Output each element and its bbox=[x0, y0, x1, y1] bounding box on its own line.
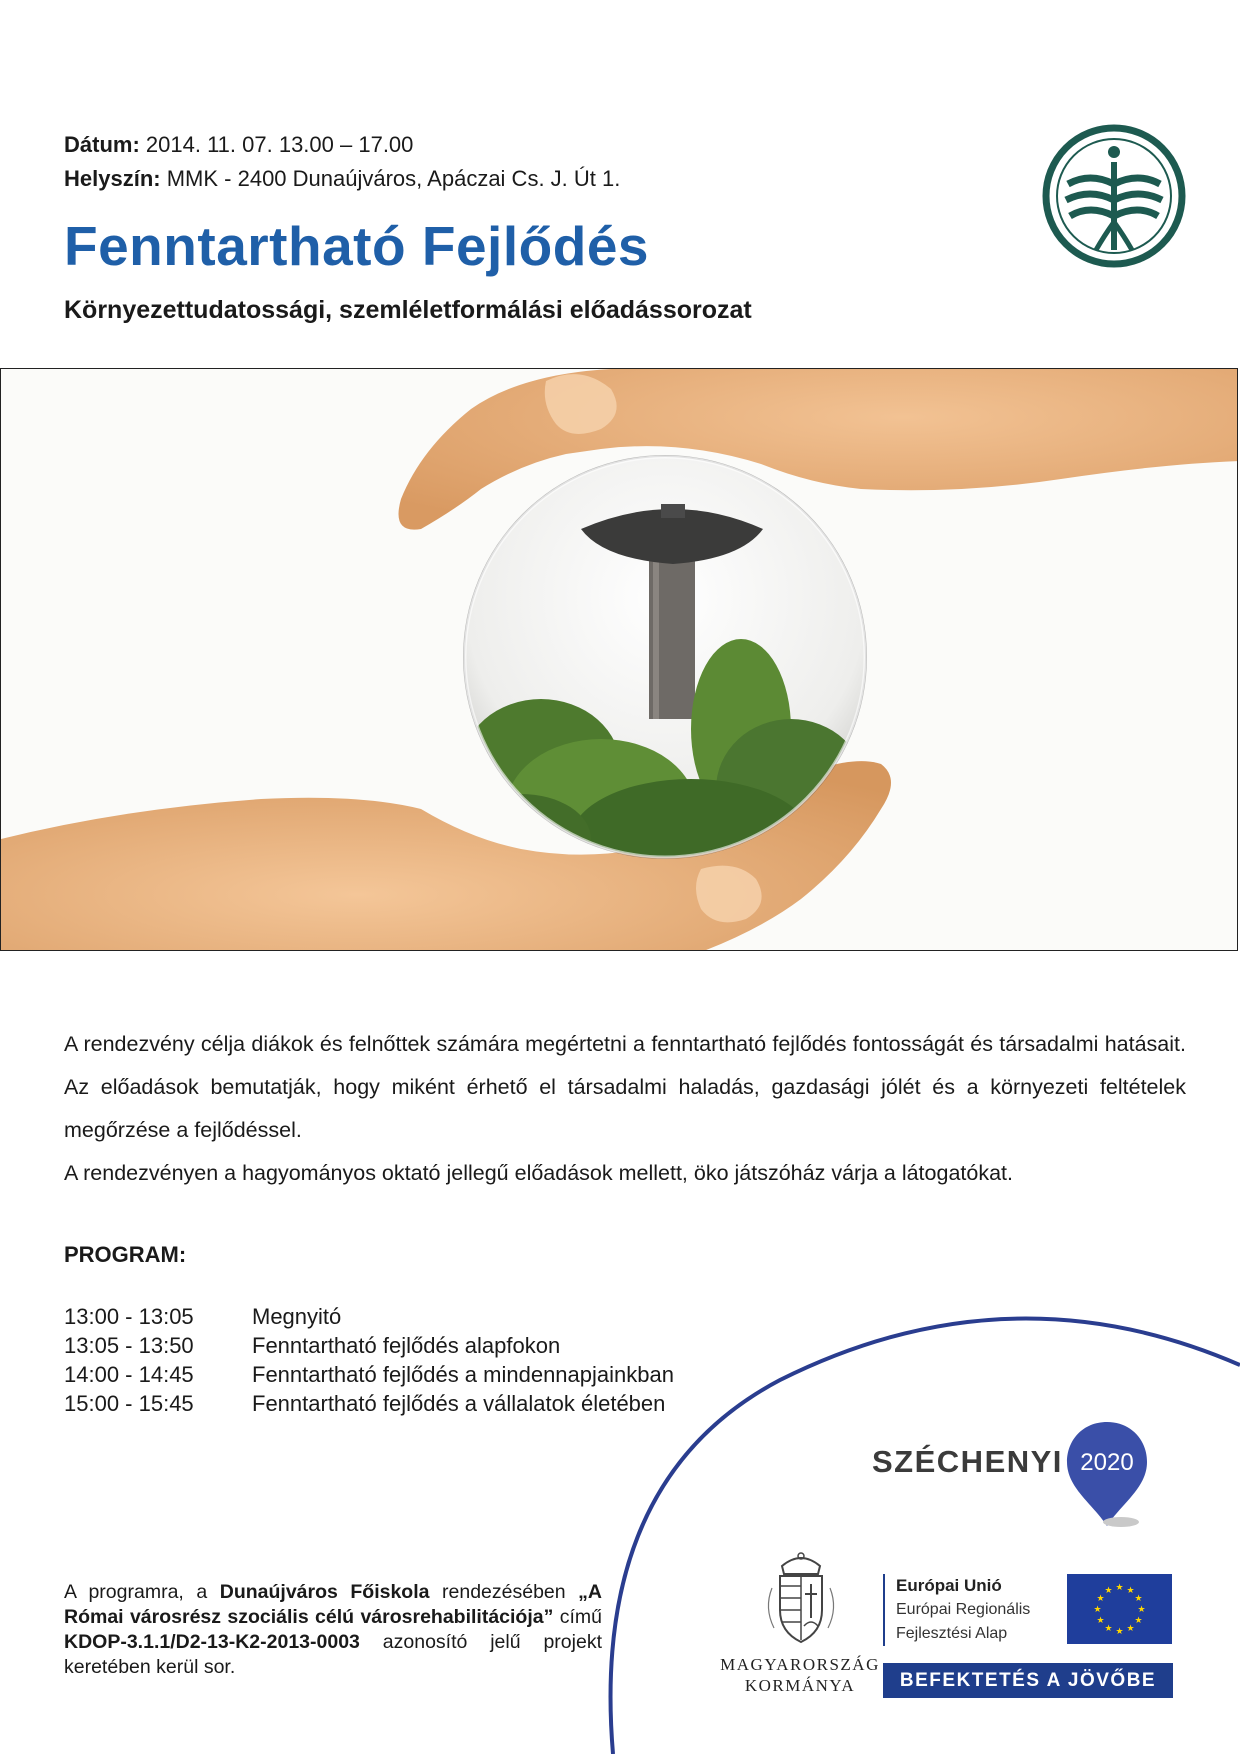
event-date bbox=[64, 128, 413, 162]
event-description bbox=[64, 1023, 1186, 1195]
svg-text:★: ★ bbox=[1093, 1605, 1102, 1615]
program-title: Fenntartható fejlődés alapfokon bbox=[252, 1333, 561, 1358]
investment-banner: BEFEKTETÉS A JÖVŐBE bbox=[883, 1663, 1173, 1698]
program-time: 15:00 - 15:45 bbox=[64, 1391, 194, 1416]
footer-text: című bbox=[553, 1606, 602, 1628]
program-item bbox=[64, 1302, 341, 1331]
date-value: 2014. 11. 07. 13.00 – 17.00 bbox=[145, 132, 414, 157]
svg-text:★: ★ bbox=[1096, 1594, 1105, 1604]
venue-label: Helyszín: bbox=[64, 166, 161, 191]
footer-project-id: KDOP-3.1.1/D2-13-K2-2013-0003 bbox=[64, 1631, 360, 1653]
program-time: 13:00 - 13:05 bbox=[64, 1304, 194, 1329]
eu-title: Európai Unió bbox=[896, 1576, 1002, 1595]
svg-text:★: ★ bbox=[1126, 1586, 1135, 1596]
gov-name-line2: KORMÁNYA bbox=[744, 1676, 856, 1695]
program-heading: PROGRAM: bbox=[64, 1242, 187, 1267]
program-item bbox=[64, 1389, 665, 1418]
description-paragraph: A rendezvényen a hagyományos oktató jellegű előadások mellett, öko játszóház várja a látogatókat. bbox=[64, 1161, 1013, 1185]
program-time: 13:05 - 13:50 bbox=[64, 1333, 194, 1358]
eu-fund-line: Európai Regionális bbox=[896, 1601, 1031, 1618]
svg-text:★: ★ bbox=[1115, 1583, 1124, 1593]
gov-name-line1: MAGYARORSZÁG bbox=[720, 1655, 880, 1674]
footer-project-title: „A Római városrész szociális célú városrehabilitációja” bbox=[64, 1581, 602, 1628]
footer-text: azonosító jelű projekt keretében kerül sor. bbox=[64, 1631, 602, 1678]
page-title: Fenntartható Fejlődés bbox=[64, 215, 649, 277]
project-footer-note bbox=[64, 1580, 602, 1680]
szechenyi-pin-icon bbox=[1063, 1418, 1151, 1530]
eu-fund-label bbox=[883, 1574, 1061, 1646]
szechenyi-logo-text: SZÉCHENYI bbox=[872, 1444, 1063, 1479]
program-title: Megnyitó bbox=[252, 1304, 342, 1329]
program-time: 14:00 - 14:45 bbox=[64, 1362, 194, 1387]
svg-text:★: ★ bbox=[1115, 1627, 1124, 1637]
program-title: Fenntartható fejlődés a vállalatok életében bbox=[252, 1391, 666, 1416]
program-title: Fenntartható fejlődés a mindennapjainkban bbox=[252, 1362, 674, 1387]
college-logo bbox=[1040, 122, 1188, 270]
svg-text:★: ★ bbox=[1134, 1616, 1143, 1626]
event-venue bbox=[64, 162, 620, 196]
hungary-coat-of-arms-icon bbox=[752, 1548, 850, 1648]
page-subtitle: Környezettudatossági, szemléletformálási előadássorozat bbox=[64, 296, 752, 324]
footer-text: rendezésében bbox=[429, 1581, 579, 1603]
hero-image bbox=[0, 368, 1238, 951]
description-paragraph: A rendezvény célja diákok és felnőttek számára megértetni a fenntartható fejlődés fontosságát és társadalmi hatásait. Az előadások bemutatják, hogy miként érhető el társadalmi haladás, gazdasági jólét és a környezeti feltételek megőrzése a fejlődéssel. bbox=[64, 1032, 1186, 1142]
eu-flag-icon bbox=[1067, 1574, 1172, 1644]
svg-text:★: ★ bbox=[1096, 1616, 1105, 1626]
svg-text:★: ★ bbox=[1104, 1624, 1113, 1634]
footer-text: A programra, a bbox=[64, 1581, 220, 1603]
svg-text:★: ★ bbox=[1134, 1594, 1143, 1604]
hands-globe-illustration bbox=[1, 369, 1238, 951]
program-item bbox=[64, 1360, 674, 1389]
svg-text:★: ★ bbox=[1137, 1605, 1146, 1615]
program-item bbox=[64, 1331, 560, 1360]
venue-value: MMK - 2400 Dunaújváros, Apáczai Cs. J. Út 1. bbox=[166, 166, 621, 191]
date-label: Dátum: bbox=[64, 132, 140, 157]
szechenyi-year: 2020 bbox=[1080, 1449, 1134, 1476]
svg-text:★: ★ bbox=[1126, 1624, 1135, 1634]
eu-fund-line: Fejlesztési Alap bbox=[896, 1625, 1008, 1642]
footer-organizer: Dunaújváros Főiskola bbox=[219, 1581, 430, 1603]
svg-text:★: ★ bbox=[1104, 1586, 1113, 1596]
